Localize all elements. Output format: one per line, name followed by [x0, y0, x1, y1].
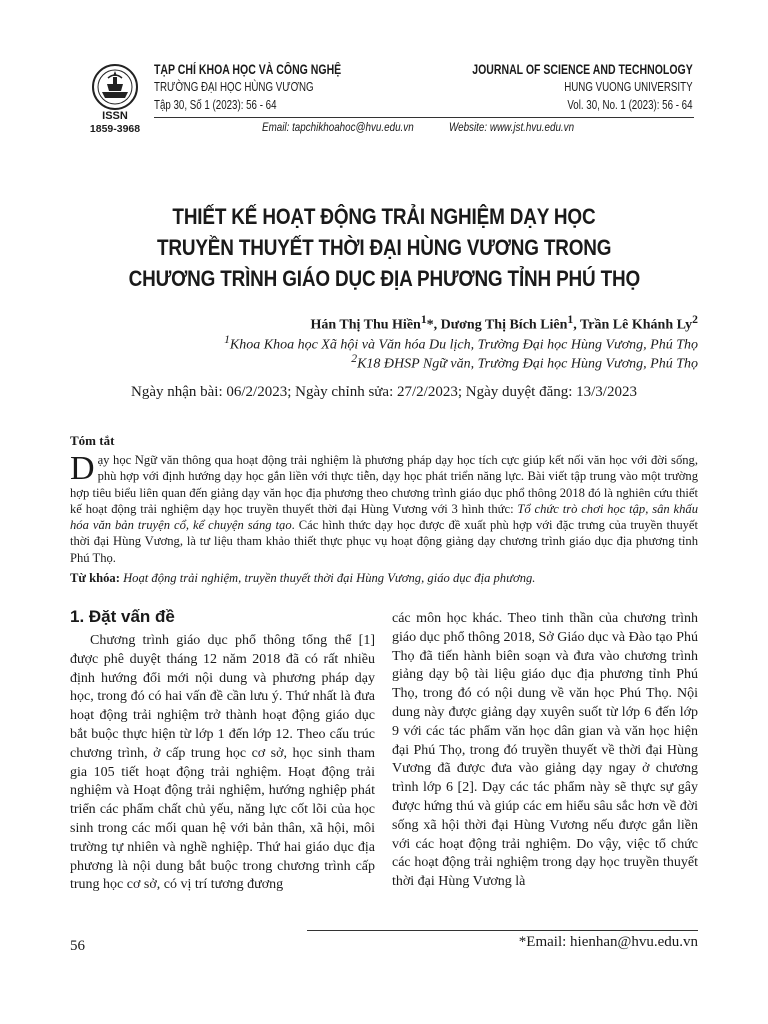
author-name: Trần Lê Khánh Ly	[580, 317, 693, 333]
article-title-line-1: THIẾT KẾ HOẠT ĐỘNG TRẢI NGHIỆM DẠY HỌC	[172, 204, 596, 229]
university-name-vi: TRƯỜNG ĐẠI HỌC HÙNG VƯƠNG	[154, 80, 314, 94]
drop-cap: D	[70, 450, 95, 487]
affiliation-1: $^1$Khoa Khoa học Xã hội và Văn hóa Du lịch, Trường Đại học Hùng Vương, Phú Thọ	[224, 333, 698, 353]
issn-number: 1859-3968	[89, 123, 141, 135]
keywords-list: Hoạt động trải nghiệm, truyền thuyết thời đại Hùng Vương, giáo dục địa phương.	[123, 571, 536, 585]
article-dates: Ngày nhận bài: 06/2/2023; Ngày chỉnh sửa: 27/2/2023; Ngày duyệt đăng: 13/3/2023	[131, 384, 637, 400]
volume-info-vi: Tập 30, Số 1 (2023): 56 - 64	[154, 98, 277, 112]
journal-website: Website: www.jst.hvu.edu.vn	[449, 120, 575, 134]
header-divider	[154, 117, 694, 118]
corresponding-email: *Email: hienhan@hvu.edu.vn	[518, 934, 698, 950]
keywords	[70, 571, 698, 586]
volume-info-en: Vol. 30, No. 1 (2023): 56 - 64	[567, 98, 693, 112]
author-affiliation-mark: 1	[567, 313, 574, 326]
abstract-body: Dạy học Ngữ văn thông qua hoạt động trải nghiệm là phương pháp dạy học tích cực giúp kết nối văn học với đời sống, phù hợp với định hướng dạy học gắn liền với thực tiễn, dạy học phát triển năng lực. Bài viết tập trung vào một trường hợp tiêu biểu liên quan đến giảng dạy văn học địa phương theo chương trình giáo dục phổ thông 2018 đó là nghiên cứu thiết kế hoạt động trải nghiệm dạy học truyền thuyết thời đại Hùng Vương với 3 hình thức: Tổ chức trò chơi học tập, sân khấu hóa văn bản truyện cổ, kể chuyện sáng tạo. Các hình thức dạy học được đề xuất phù hợp với đặc trưng của truyền thuyết thời đại Hùng Vương, là tư liệu tham khảo thiết thực phục vụ hoạt động giảng dạy chương trình giáo dục địa phương tỉnh Phú Thọ.	[70, 450, 699, 565]
body-column-left: Chương trình giáo dục phổ thông tổng thể [1] được phê duyệt tháng 12 năm 2018 đã có rất nhiều định hướng đổi mới nội dung và phương pháp dạy học, trong đó có hai vấn đề cần lưu ý. Thứ nhất là đưa hoạt động trải nghiệm trở thành hoạt động giáo dục bắt buộc thực hiện từ lớp 1 đến lớp 12. Theo cấu trúc chương trình, ở cấp trung học cơ sở, học sinh tham gia 105 tiết hoạt động trải nghiệm. Hoạt động trải nghiệm và Hoạt động trải nghiệm, hướng nghiệp phát triển các phẩm chất chủ yếu, năng lực cốt lõi của học sinh trong các mối quan hệ với bản thân, xã hội, môi trường tự nhiên và nghề nghiệp. Thứ hai giáo dục địa phương là nội dung bắt buộc trong chương trình cấp trung học cơ sở, có vị trí tương đương	[70, 633, 375, 893]
page-number: 56	[70, 938, 85, 954]
journal-email: Email: tapchikhoahoc@hvu.edu.vn	[262, 120, 414, 134]
article-title-line-2: TRUYỀN THUYẾT THỜI ĐẠI HÙNG VƯƠNG TRONG	[156, 235, 612, 260]
university-name-en: HUNG VUONG UNIVERSITY	[564, 80, 693, 94]
article-title-line-3: CHƯƠNG TRÌNH GIÁO DỤC ĐỊA PHƯƠNG TỈNH PHÚ THỌ	[128, 266, 640, 291]
abstract-heading: Tóm tắt	[70, 433, 115, 448]
section-heading: 1. Đặt vấn đề	[70, 607, 175, 626]
author-name: Hán Thị Thu Hiền	[310, 317, 421, 333]
author-affiliation-mark: 1	[420, 313, 427, 326]
university-emblem-icon	[80, 62, 150, 112]
author-affiliation-mark: 2	[692, 313, 698, 326]
author-list: Hán Thị Thu Hiền$^1$*, Dương Thị Bích Liên$^1$, Trần Lê Khánh Ly$^2$	[310, 313, 698, 333]
footnote-divider	[307, 930, 698, 931]
issn-label: ISSN	[102, 110, 128, 122]
journal-name-vi: TẠP CHÍ KHOA HỌC VÀ CÔNG NGHỆ	[154, 62, 342, 77]
author-name: Dương Thị Bích Liên	[440, 317, 568, 333]
keywords-label: Từ khóa:	[70, 571, 124, 585]
body-column-right: các môn học khác. Theo tinh thần của chương trình giáo dục phổ thông 2018, Sở Giáo dục và Đào tạo Phú Thọ đã tiến hành biên soạn và đưa vào chương trình giảng dạy bộ tài liệu giáo dục địa phương tỉnh Phú Thọ, trong đó có nội dung về văn học Phú Thọ. Nội dung này được giảng dạy xuyên suốt từ lớp 6 đến lớp 9 với các tác phẩm văn học dân gian và văn học hiện đại Phú Thọ, trong đó truyền thuyết về thời đại Hùng Vương đã được đưa vào giảng dạy ngay ở chương trình lớp 6 [2]. Dạy các tác phẩm này sẽ thực sự gây được hứng thú và giúp các em hiểu sâu sắc hơn về đời sống xã hội thời đại Hùng Vương nếu được gắn liền với các hoạt động trải nghiệm. Do vậy, việc tổ chức các hoạt động trải nghiệm trong dạy học truyền thuyết thời đại Hùng Vương là	[392, 611, 698, 890]
journal-name-en: JOURNAL OF SCIENCE AND TECHNOLOGY	[472, 62, 693, 77]
affiliation-2: $^2$K18 ĐHSP Ngữ văn, Trường Đại học Hùng Vương, Phú Thọ	[351, 352, 698, 372]
corresponding-mark: *	[426, 317, 434, 333]
